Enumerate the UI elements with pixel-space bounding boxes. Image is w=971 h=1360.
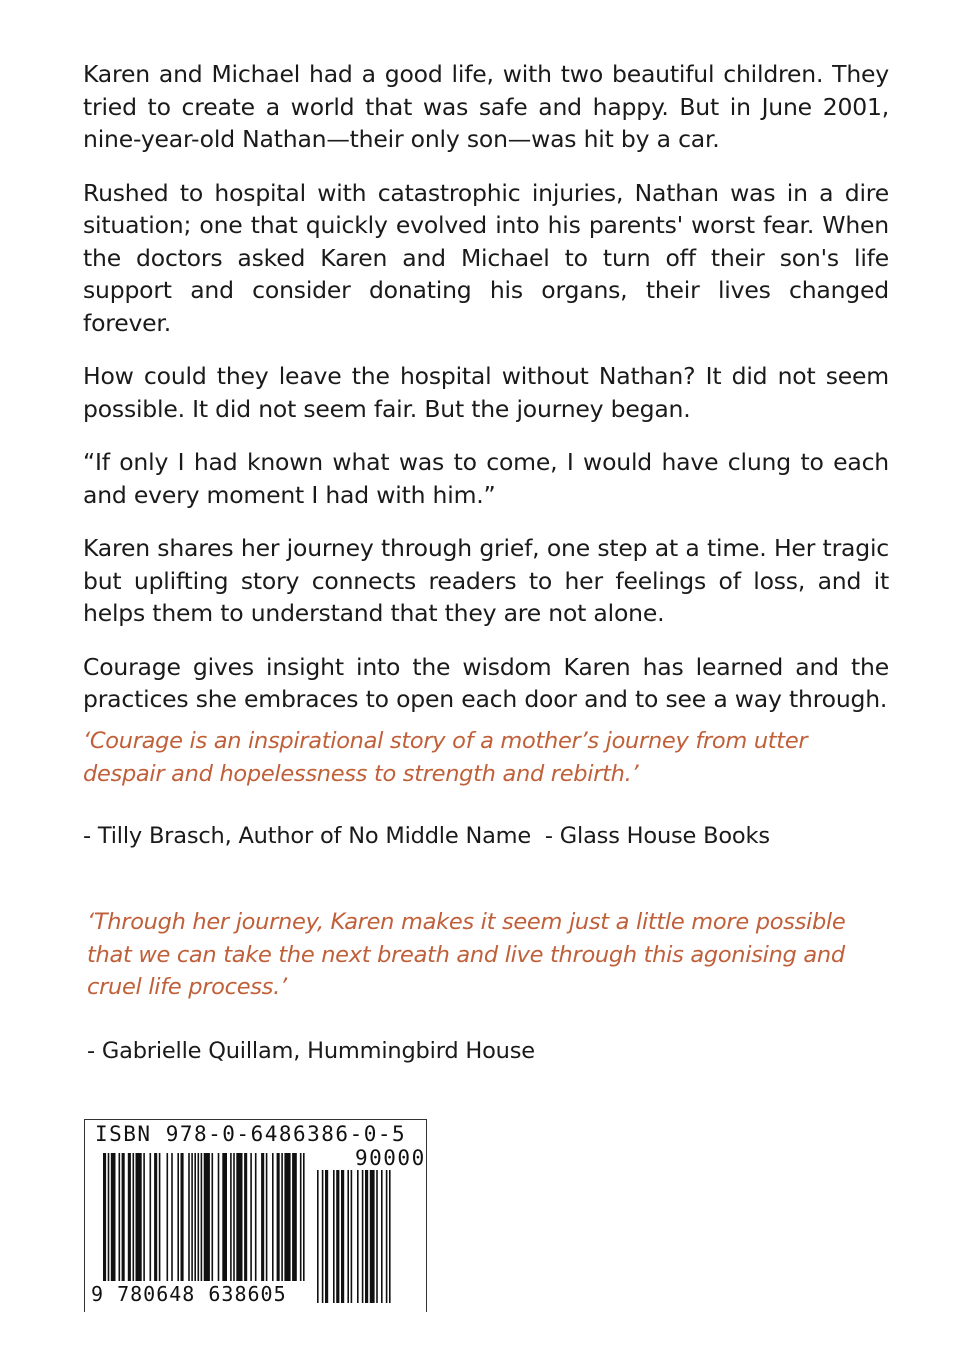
blurb-paragraph-1: Karen and Michael had a good life, with two beautiful children. They tried to create a world that was safe and happy. But in June 2001, nine-year-old Nathan—their only son—was hit by a car. <box>83 60 889 153</box>
isbn-label: ISBN 978-0-6486386-0-5 <box>95 1122 407 1146</box>
testimonial-attribution-2: - Gabrielle Quillam, Hummingbird House <box>87 1038 535 1064</box>
blurb-body <box>83 58 889 737</box>
blurb-paragraph-5: Karen shares her journey through grief, one step at a time. Her tragic but uplifting story connects readers to her feelings of loss, and it helps them to understand that they are not alone. <box>83 534 889 627</box>
blurb-paragraph-6: Courage gives insight into the wisdom Karen has learned and the practices she embraces to open each door and to see a way through. <box>83 652 889 713</box>
testimonial-quote-1: ‘Courage is an inspirational story of a mother’s journey from utter despair and hopelessness to strength and rebirth.’ <box>83 728 808 787</box>
isbn-barcode <box>84 1119 427 1312</box>
blurb-paragraph-3: How could they leave the hospital without Nathan? It did not seem possible. It did not seem fair. But the journey began. <box>83 362 889 423</box>
barcode-ean-number: 9 780648 638605 <box>91 1282 287 1306</box>
testimonial-quote-2: ‘Through her journey, Karen makes it seem just a little more possible that we can take the next breath and live through this agonising and cruel life process.’ <box>87 909 846 1000</box>
blurb-paragraph-2: Rushed to hospital with catastrophic injuries, Nathan was in a dire situation; one that quickly evolved into his parents' worst fear. When the doctors asked Karen and Michael to turn off their son's life support and consider donating his organs, their lives changed forever. <box>83 178 889 337</box>
barcode-addon-number: 90000 <box>355 1146 426 1170</box>
testimonial-attribution-1: - Tilly Brasch, Author of No Middle Name - Glass House Books <box>83 823 770 849</box>
blurb-paragraph-4: “If only I had known what was to come, I would have clung to each and every moment I had with him.” <box>83 448 889 509</box>
